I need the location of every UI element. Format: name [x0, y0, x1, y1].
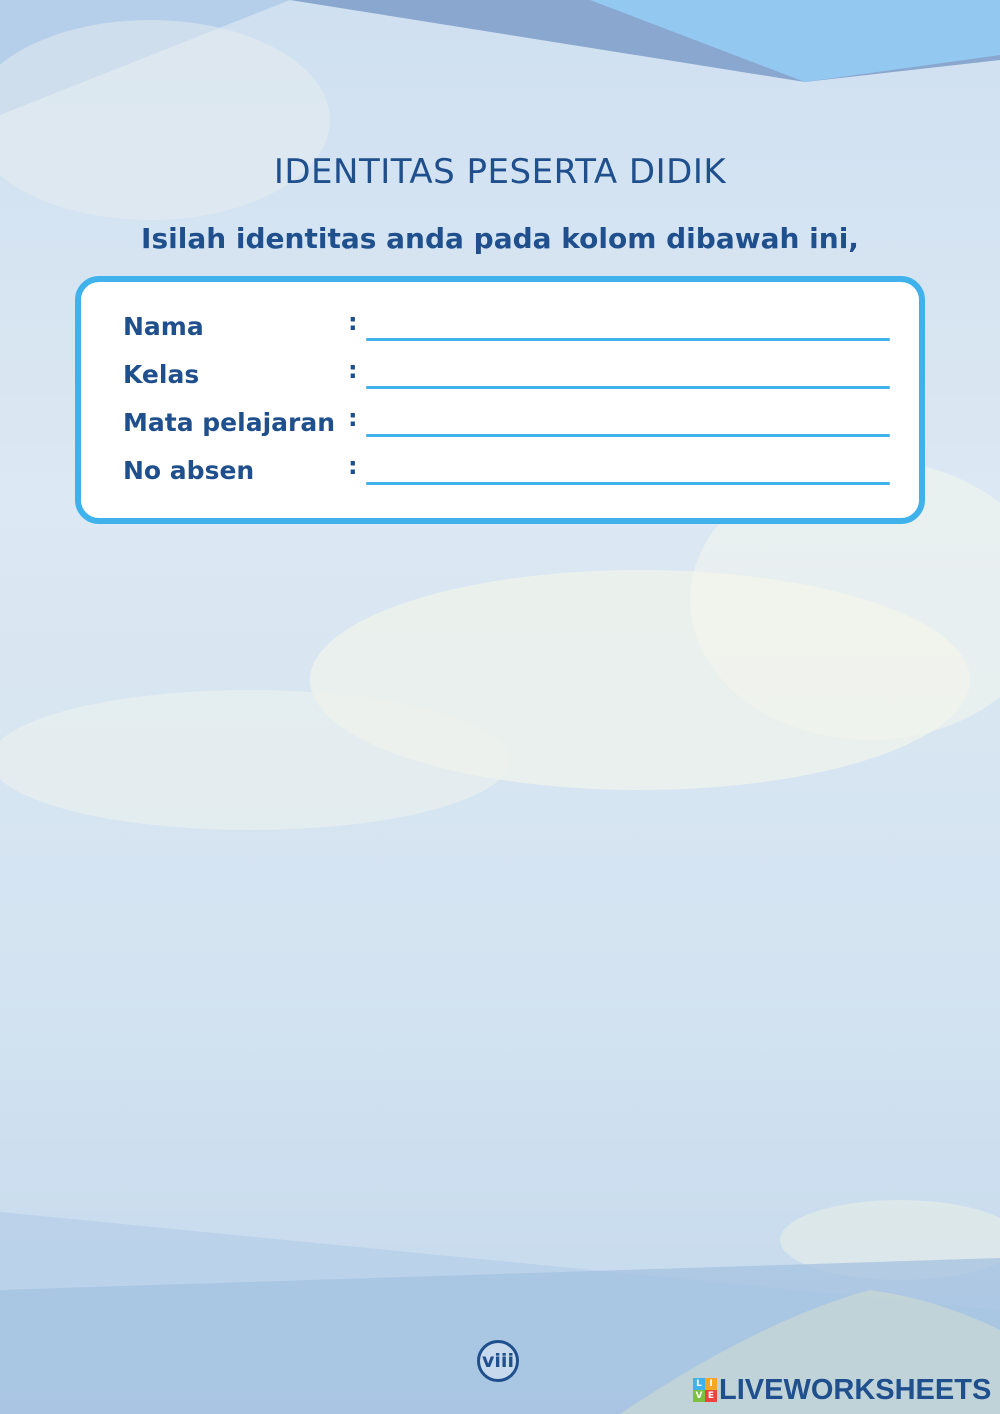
page-number: viii [482, 1350, 514, 1372]
field-separator: : [348, 356, 358, 384]
field-label-nama: Nama [123, 312, 204, 341]
liveworksheets-logo-icon [693, 1378, 717, 1402]
field-separator: : [348, 404, 358, 432]
page-number-badge [477, 1340, 519, 1382]
page-title: IDENTITAS PESERTA DIDIK [273, 152, 727, 192]
form-row-no-absen [123, 452, 893, 496]
mata-pelajaran-input-line[interactable] [366, 434, 890, 437]
brand-watermark [693, 1374, 991, 1406]
identity-form [75, 276, 925, 524]
field-label-kelas: Kelas [123, 360, 200, 389]
no-absen-input-line[interactable] [366, 482, 890, 485]
logo-letter: L [693, 1378, 705, 1390]
kelas-input-line[interactable] [366, 386, 890, 389]
form-row-kelas [123, 356, 893, 400]
nama-input-line[interactable] [366, 338, 890, 341]
form-row-nama [123, 308, 893, 352]
field-label-no-absen: No absen [123, 456, 255, 485]
field-separator: : [348, 452, 358, 480]
field-label-mata-pelajaran: Mata pelajaran [123, 408, 335, 437]
logo-letter: E [705, 1390, 717, 1402]
logo-letter: I [705, 1378, 717, 1390]
field-separator: : [348, 308, 358, 336]
brand-name: LIVEWORKSHEETS [719, 1373, 992, 1406]
form-row-mata-pelajaran [123, 404, 893, 448]
instruction-text: Isilah identitas anda pada kolom dibawah ini, [141, 222, 859, 255]
logo-letter: V [693, 1390, 705, 1402]
